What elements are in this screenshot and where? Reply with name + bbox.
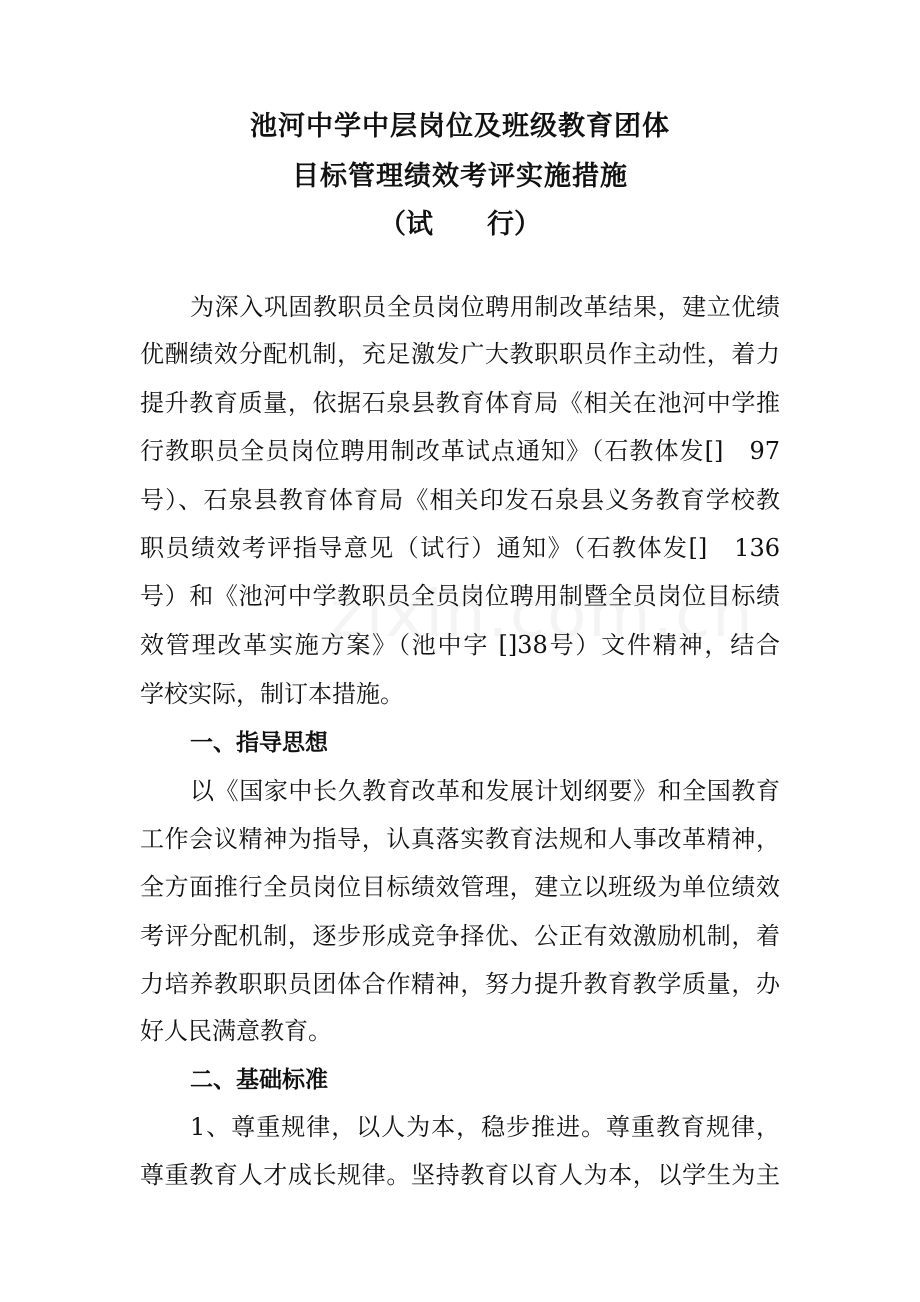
- paragraph-line: 行教职员全员岗位聘用制改革试点通知》（石教体发[] 97: [140, 437, 780, 465]
- paragraph-line: 职员绩效考评指导意见（试行）通知》（石教体发[] 136: [140, 534, 780, 562]
- paragraph-line: 号）和《池河中学教职员全员岗位聘用制暨全员岗位目标绩: [140, 582, 780, 610]
- paragraph-line: 工作会议精神为指导，认真落实教育法规和人事改革精神，: [140, 825, 780, 853]
- paragraph-line: 考评分配机制，逐步形成竞争择优、公正有效激励机制，着: [140, 922, 780, 950]
- paragraph-line: 以《国家中长久教育改革和发展计划纲要》和全国教育: [190, 777, 780, 805]
- document-title-line-1: 池河中学中层岗位及班级教育团体: [250, 111, 670, 142]
- section-heading-basic-principles: 二、基础标准: [190, 1067, 328, 1093]
- paragraph-line: 提升教育质量，依据石泉县教育体育局《相关在池河中学推: [140, 389, 780, 417]
- paragraph-line: 尊重教育人才成长规律。坚持教育以育人为本，以学生为主: [140, 1161, 780, 1189]
- paragraph-line: 好人民满意教育。: [140, 1017, 332, 1045]
- document-title-line-2: 目标管理绩效考评实施措施: [292, 161, 628, 192]
- paragraph-line: 学校实际，制订本措施。: [140, 680, 404, 708]
- paragraph-line: 力培养教职职员团体合作精神，努力提升教育教学质量，办: [140, 970, 780, 998]
- document-title-trial-note: （试 行）: [379, 209, 541, 240]
- paragraph-line: 优酬绩效分配机制，充足激发广大教职职员作主动性，着力: [140, 340, 780, 368]
- paragraph-line: 1、尊重规律，以人为本，稳步推进。尊重教育规律，: [190, 1113, 780, 1141]
- paragraph-line: 号）、石泉县教育体育局《相关印发石泉县义务教育学校教: [140, 486, 780, 514]
- section-heading-guiding-ideology: 一、指导思想: [190, 730, 328, 756]
- paragraph-line: 为深入巩固教职员全员岗位聘用制改革结果，建立优绩: [190, 293, 780, 321]
- paragraph-line: 效管理改革实施方案》（池中字 []38号）文件精神，结合: [140, 631, 780, 659]
- paragraph-line: 全方面推行全员岗位目标绩效管理，建立以班级为单位绩效: [140, 873, 780, 901]
